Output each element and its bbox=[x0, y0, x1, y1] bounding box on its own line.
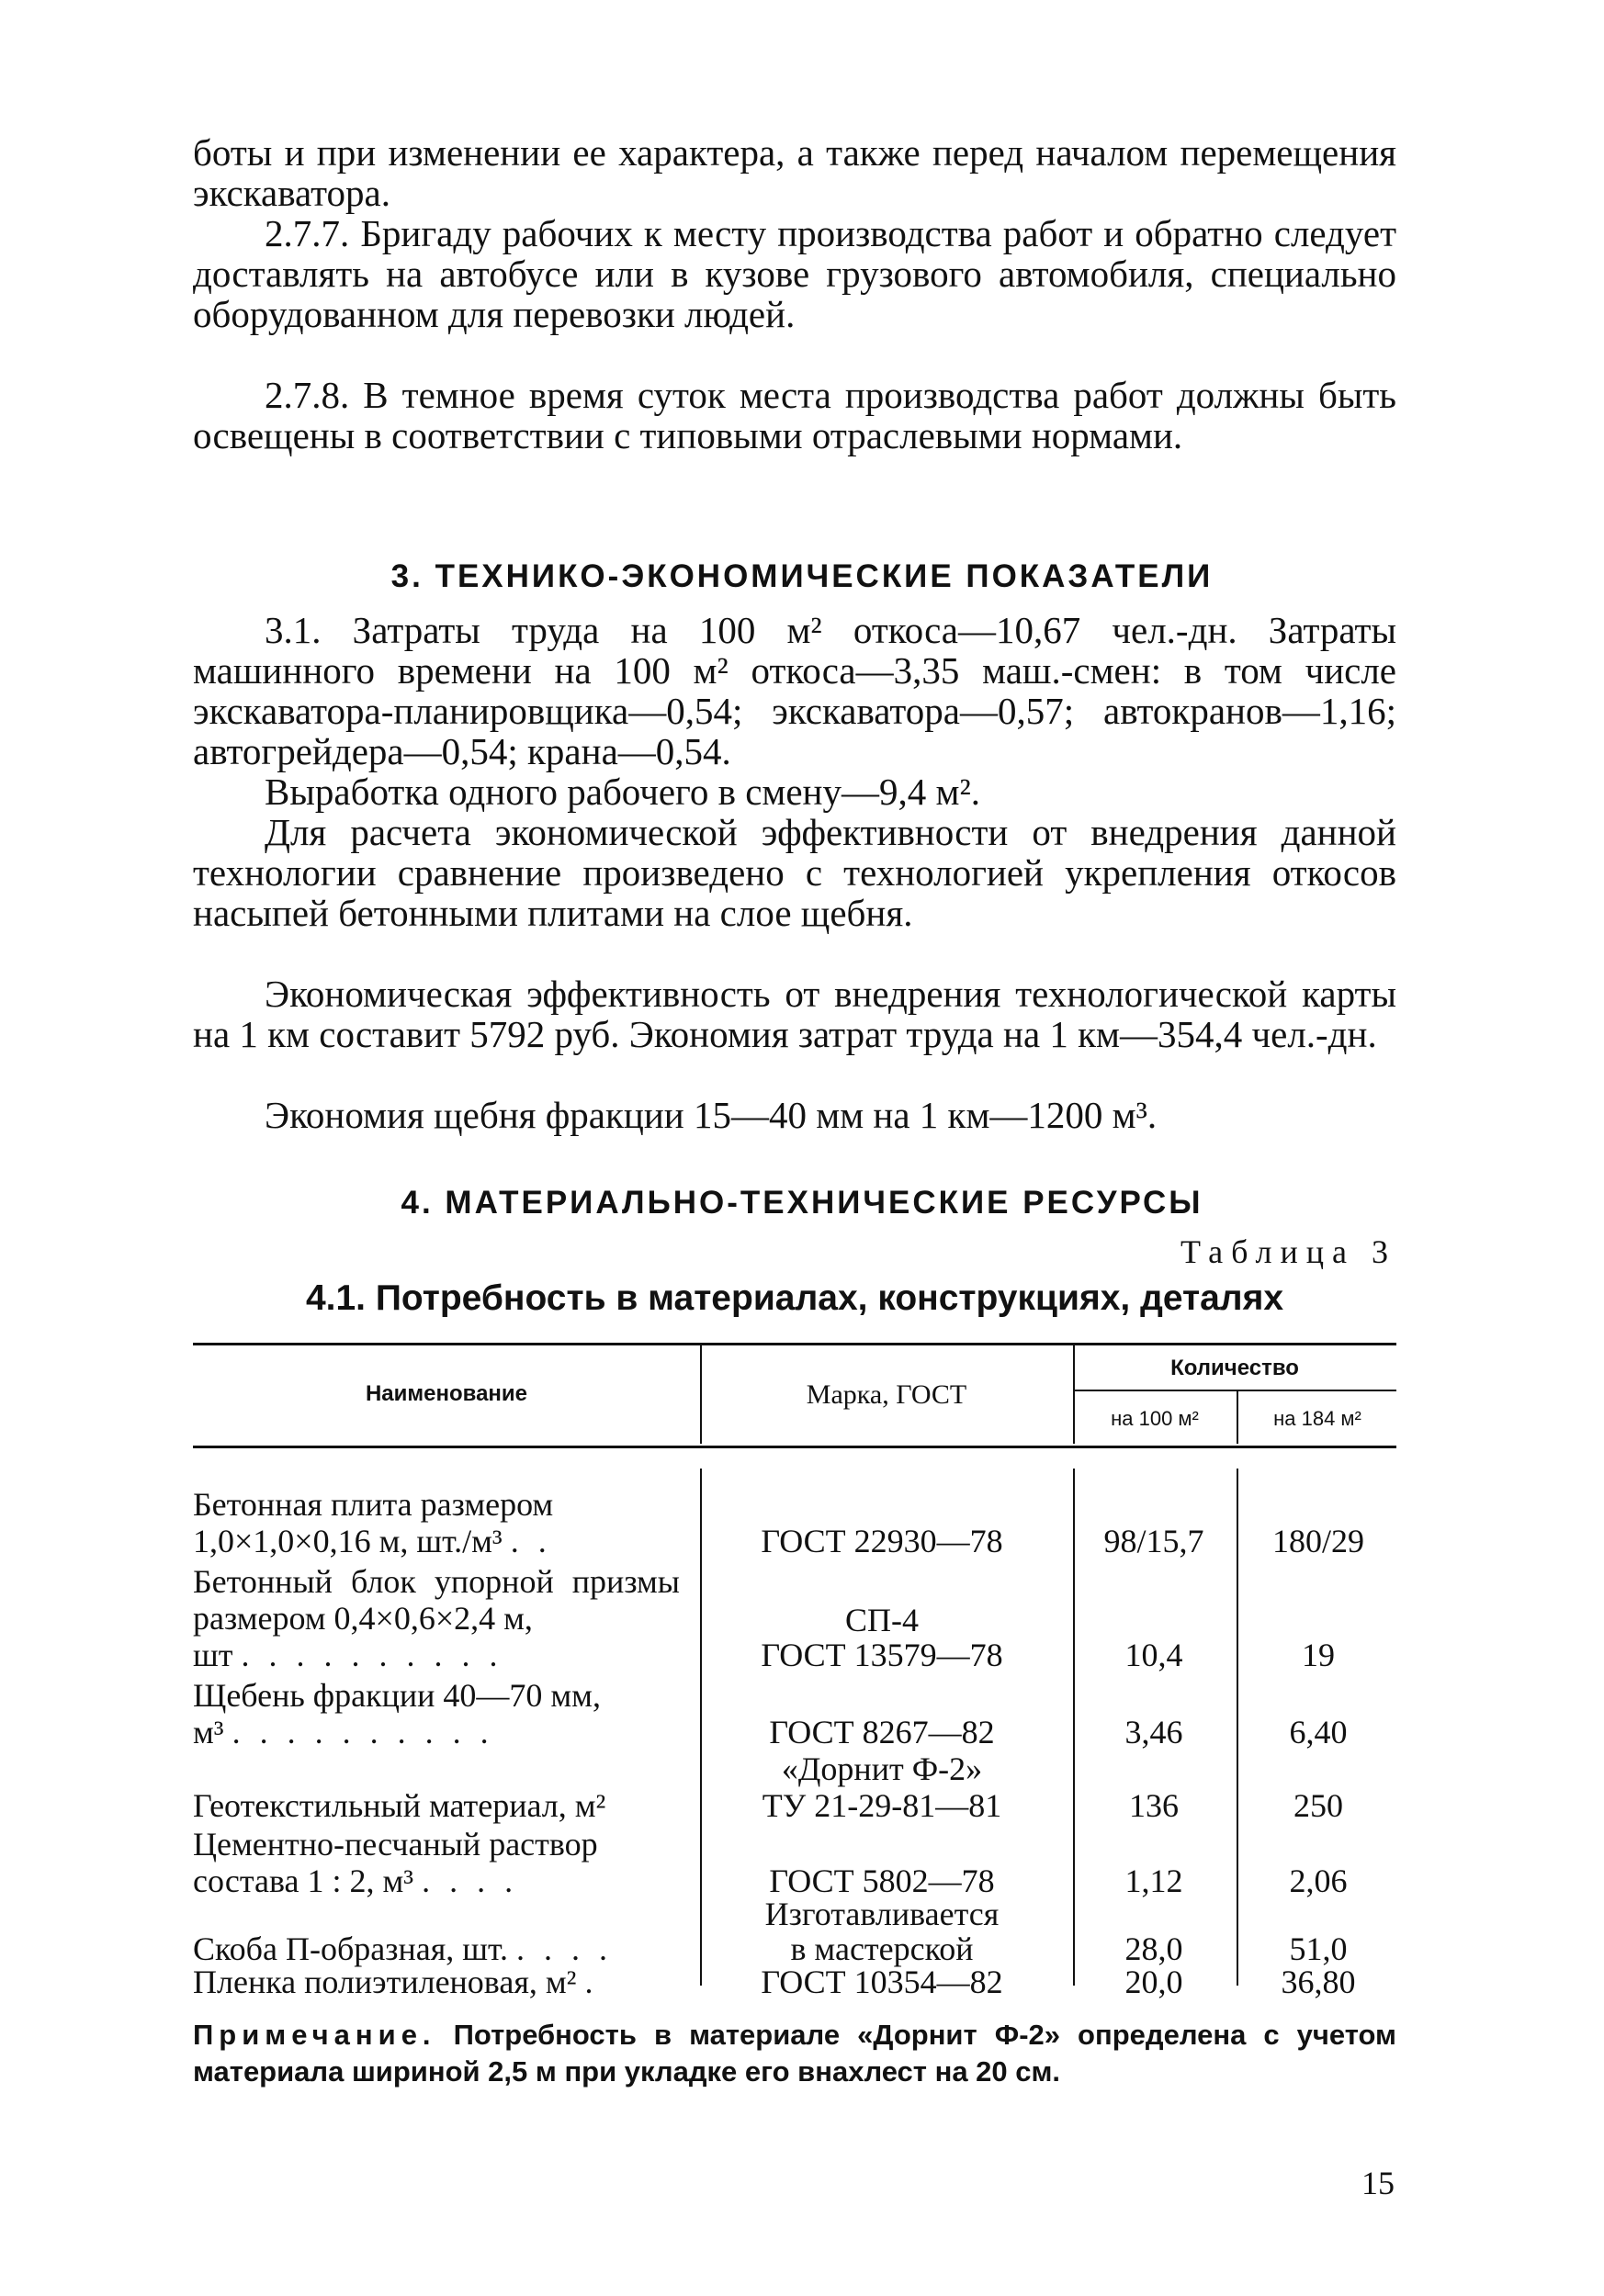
paragraph-efficiency-result: Экономическая эффективность от внедрения технологической карты на 1 км составит 5792 руб. Экономия затрат труда на 1 км—354,4 чел.-дн. bbox=[193, 973, 1396, 1055]
header-qty-100: на 100 м² bbox=[1111, 1407, 1199, 1430]
table-row-1-mark: ГОСТ 22930—78 bbox=[761, 1523, 1003, 1559]
table-row-5-qty-100: 1,12 bbox=[1124, 1863, 1183, 1899]
header-quantity: Количество bbox=[1170, 1356, 1299, 1380]
table-row-5-qty-184: 2,06 bbox=[1289, 1863, 1348, 1899]
row-6-name: Скоба П-образная, шт. bbox=[193, 1930, 509, 1967]
table-row-6-name bbox=[193, 1930, 680, 1967]
paragraph-3-1: 3.1. Затраты труда на 100 м² откоса—10,67 чел.-дн. Затраты машинного времени на 100 м² откоса—3,35 маш.-смен: в том числе экскаватора-планировщика—0,54; экскаватора—0,57; автокранов—1,16; автогрейдера—0,54; крана—0,54. bbox=[193, 609, 1396, 772]
table-row-7-qty-184: 36,80 bbox=[1281, 1964, 1356, 2000]
table-row-3-name-line-2 bbox=[193, 1714, 680, 1750]
paragraph-output: Выработка одного рабочего в смену—9,4 м². bbox=[265, 771, 980, 813]
table-row-2-qty-184: 19 bbox=[1302, 1637, 1335, 1673]
table-number: Таблица 3 bbox=[1180, 1233, 1396, 1270]
table-row-4-qty-100: 136 bbox=[1129, 1787, 1179, 1824]
leader-dots: . bbox=[584, 1964, 599, 2000]
table-row-4-name: Геотекстильный материал, м² bbox=[193, 1787, 606, 1824]
table-row-2-mark-line-2: ГОСТ 13579—78 bbox=[761, 1637, 1003, 1673]
table-row-4-mark-line-1: «Дорнит Ф-2» bbox=[781, 1750, 983, 1787]
table-row-4-mark-line-2: ТУ 21-29-81—81 bbox=[762, 1787, 1002, 1824]
paragraph-2-7-8: 2.7.8. В темное время суток места производства работ должны быть освещены в соответствии с типовыми отраслевыми нормами. bbox=[193, 374, 1396, 456]
paragraph-2-7-7: 2.7.7. Бригаду рабочих к месту производства работ и обратно следует доставлять на автобусе или в кузове грузового автомобиля, специально оборудованном для перевозки людей. bbox=[193, 212, 1396, 335]
table-row-7-qty-100: 20,0 bbox=[1124, 1964, 1183, 2000]
table-row-1-name-line-2 bbox=[193, 1523, 680, 1559]
table-footnote bbox=[193, 2017, 1396, 2090]
table-row-1-qty-184: 180/29 bbox=[1271, 1523, 1364, 1559]
table-row-1-qty-100: 98/15,7 bbox=[1103, 1523, 1204, 1559]
leader-dots: . . bbox=[510, 1523, 552, 1559]
table-row-2-qty-100: 10,4 bbox=[1124, 1637, 1183, 1673]
row-1-name: 1,0×1,0×0,16 м, шт./м³ bbox=[193, 1523, 503, 1559]
section-4-title: 4. МАТЕРИАЛЬНО-ТЕХНИЧЕСКИЕ РЕСУРСЫ bbox=[401, 1185, 1203, 1221]
row-7-name: Пленка полиэтиленовая, м² bbox=[193, 1964, 577, 2000]
table-top-rule bbox=[193, 1343, 1396, 1345]
table-row-3-qty-100: 3,46 bbox=[1124, 1714, 1183, 1750]
paragraph-gravel-saving: Экономия щебня фракции 15—40 мм на 1 км—1200 м³. bbox=[265, 1094, 1158, 1136]
table-row-3-qty-184: 6,40 bbox=[1289, 1714, 1348, 1750]
table-row-4-qty-184: 250 bbox=[1293, 1787, 1343, 1824]
table-row-2-name-line-1: Бетонный блок упорной призмы размером 0,4×0,6×2,4 м, bbox=[193, 1563, 680, 1637]
header-name: Наименование bbox=[365, 1381, 528, 1406]
leader-dots: . . . . . . . . . . bbox=[232, 1714, 494, 1750]
qty-subheader-rule bbox=[1073, 1390, 1396, 1391]
table-row-5-mark: ГОСТ 5802—78 bbox=[769, 1863, 995, 1899]
table-row-6-mark-line-2: в мастерской bbox=[790, 1930, 974, 1967]
leader-dots: . . . . bbox=[516, 1930, 614, 1967]
table-row-7-name bbox=[193, 1964, 680, 2000]
row-2-name: шт bbox=[193, 1637, 233, 1673]
materials-table bbox=[193, 1343, 1396, 2000]
paragraph-efficiency-method: Для расчета экономической эффективности от внедрения данной технологии сравнение произведено с технологией укрепления откосов насыпей бетонными плитами на слое щебня. bbox=[193, 811, 1396, 934]
table-row-6-qty-184: 51,0 bbox=[1289, 1930, 1348, 1967]
table-row-5-name-line-2 bbox=[193, 1863, 680, 1899]
table-row-2-name-line-2 bbox=[193, 1637, 680, 1673]
table-row-5-name-line-1: Цементно-песчаный раствор bbox=[193, 1826, 598, 1863]
table-row-2-mark-line-1: СП-4 bbox=[845, 1602, 919, 1638]
row-5-name: состава 1 : 2, м³ bbox=[193, 1863, 414, 1899]
paragraph-continuation: боты и при изменении ее характера, а также перед началом перемещения экскаватора. bbox=[193, 131, 1396, 214]
table-row-6-mark-line-1: Изготавливается bbox=[764, 1896, 1000, 1932]
leader-dots: . . . . . . . . . . bbox=[241, 1637, 503, 1673]
footnote-text: Потребность в материале «Дорнит Ф-2» определена с учетом материала шириной 2,5 м при укладке его внахлест на 20 см. bbox=[193, 2019, 1396, 2088]
header-qty-184: на 184 м² bbox=[1273, 1407, 1361, 1430]
header-mark: Марка, ГОСТ bbox=[806, 1379, 967, 1410]
row-3-name: м³ bbox=[193, 1714, 224, 1750]
table-row-3-mark: ГОСТ 8267—82 bbox=[769, 1714, 995, 1750]
table-row-3-name-line-1: Щебень фракции 40—70 мм, bbox=[193, 1677, 601, 1714]
table-row-7-mark: ГОСТ 10354—82 bbox=[761, 1964, 1003, 2000]
body-divider-3 bbox=[1237, 1469, 1238, 1986]
table-row-1-name-line-1: Бетонная плита размером bbox=[193, 1486, 554, 1523]
table-title: 4.1. Потребность в материалах, конструкциях, деталях bbox=[305, 1278, 1284, 1318]
page-number: 15 bbox=[1361, 2165, 1395, 2201]
table-row-6-qty-100: 28,0 bbox=[1124, 1930, 1183, 1967]
leader-dots: . . . . bbox=[422, 1863, 519, 1899]
section-3-title: 3. ТЕХНИКО-ЭКОНОМИЧЕСКИЕ ПОКАЗАТЕЛИ bbox=[390, 558, 1214, 594]
header-bottom-rule bbox=[193, 1446, 1396, 1448]
footnote-label: Примечание. bbox=[193, 2019, 436, 2051]
